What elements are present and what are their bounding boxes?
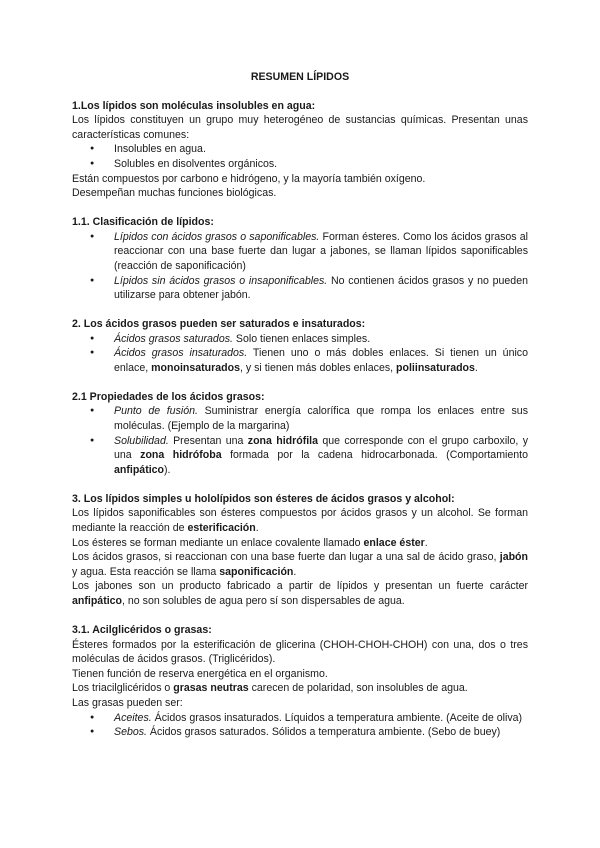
section-3-1-paragraph: Los triacilglicéridos o grasas neutras carecen de polaridad, son insolubles de agua. xyxy=(72,682,468,695)
term: Ácidos grasos saturados. xyxy=(114,332,233,345)
term: Ácidos grasos insaturados. xyxy=(114,347,248,360)
section-1-1-list xyxy=(72,230,528,303)
section-1-line: Desempeñan muchas funciones biológicas. xyxy=(72,187,277,200)
section-1-intro: Los lípidos constituyen un grupo muy heterogéneo de sustancias químicas. Presentan unas características comunes: xyxy=(72,114,528,141)
section-3-1-paragraph: Las grasas pueden ser: xyxy=(72,696,183,709)
section-2-1-heading: 2.1 Propiedades de los ácidos grasos: xyxy=(72,390,265,403)
term: Solubilidad. xyxy=(114,434,169,447)
term: Aceites. xyxy=(114,711,152,724)
document-page xyxy=(72,70,528,740)
section-3-paragraph: Los ésteres se forman mediante un enlace covalente llamado enlace éster. xyxy=(72,536,428,549)
page-title: RESUMEN LÍPIDOS xyxy=(250,71,350,83)
list-item: ● Punto de fusión. Suministrar energía calorífica que rompa los enlaces entre sus moléculas. (Ejemplo de la margarina) xyxy=(114,404,528,433)
list-item: ● Ácidos grasos saturados. Solo tienen enlaces simples. xyxy=(114,332,528,347)
section-2-heading: 2. Los ácidos grasos pueden ser saturados e insaturados: xyxy=(72,318,366,331)
term: Lípidos con ácidos grasos o saponificables. xyxy=(114,230,320,243)
section-1-heading: 1.Los lípidos son moléculas insolubles en agua: xyxy=(72,99,316,112)
term: Punto de fusión. xyxy=(114,405,198,418)
section-3-paragraph: Los ácidos grasos, si reaccionan con una base fuerte dan lugar a una sal de ácido graso, jabón y agua. Esta reacción se llama saponificación. xyxy=(72,551,528,578)
term: Lípidos sin ácidos grasos o insaponificables. xyxy=(114,274,328,287)
list-item: ● Ácidos grasos insaturados. Tienen uno o más dobles enlaces. Si tienen un único enlace, monoinsaturados, y si tienen más dobles enlaces, poliinsaturados. xyxy=(114,346,528,375)
term: Sebos. xyxy=(114,726,147,739)
list-item: ● Lípidos sin ácidos grasos o insaponificables. No contienen ácidos grasos y no pueden utilizarse para obtener jabón. xyxy=(114,274,528,303)
section-3-1-paragraph: Tienen función de reserva energética en el organismo. xyxy=(72,667,328,680)
section-3-paragraph: Los lípidos saponificables son ésteres compuestos por ácidos grasos y un alcohol. Se forman mediante la reacción de esterificación. xyxy=(72,507,528,534)
section-1-line: Están compuestos por carbono e hidrógeno, y la mayoría también oxígeno. xyxy=(72,172,426,185)
section-1-list xyxy=(72,142,528,171)
section-3-heading: 3. Los lípidos simples u hololípidos son ésteres de ácidos grasos y alcohol: xyxy=(72,492,455,505)
list-item: ● Lípidos con ácidos grasos o saponificables. Forman ésteres. Como los ácidos grasos al reaccionar con una base fuerte dan lugar a jabones, se llaman lípidos saponificables (reacción de saponificación) xyxy=(114,230,528,274)
list-item: ● Sebos. Ácidos grasos saturados. Sólidos a temperatura ambiente. (Sebo de buey) xyxy=(114,725,528,740)
section-3-1-heading: 3.1. Acilglicéridos o grasas: xyxy=(72,623,212,636)
list-item: ● Insolubles en agua. xyxy=(114,142,528,157)
section-3-paragraph: Los jabones son un producto fabricado a partir de lípidos y presentan un fuerte carácter anfipático, no son solubles de agua pero sí son dispersables de agua. xyxy=(72,580,528,607)
section-2-1-list xyxy=(72,404,528,477)
section-3-1-paragraph: Ésteres formados por la esterificación de glicerina (CHOH-CHOH-CHOH) con una, dos o tres moléculas de ácidos grasos. (Triglicéridos). xyxy=(72,638,528,666)
list-item: ● Solubles en disolventes orgánicos. xyxy=(114,157,528,172)
section-2-list xyxy=(72,332,528,376)
section-3-1-list xyxy=(72,711,528,740)
list-item: ● Solubilidad. Presentan una zona hidrófila que corresponde con el grupo carboxilo, y una zona hidrófoba formada por la cadena hidrocarbonada. (Comportamiento anfipático). xyxy=(114,434,528,478)
list-item: ● Aceites. Ácidos grasos insaturados. Líquidos a temperatura ambiente. (Aceite de oliva) xyxy=(114,711,528,726)
section-1-1-heading: 1.1. Clasificación de lípidos: xyxy=(72,216,214,229)
